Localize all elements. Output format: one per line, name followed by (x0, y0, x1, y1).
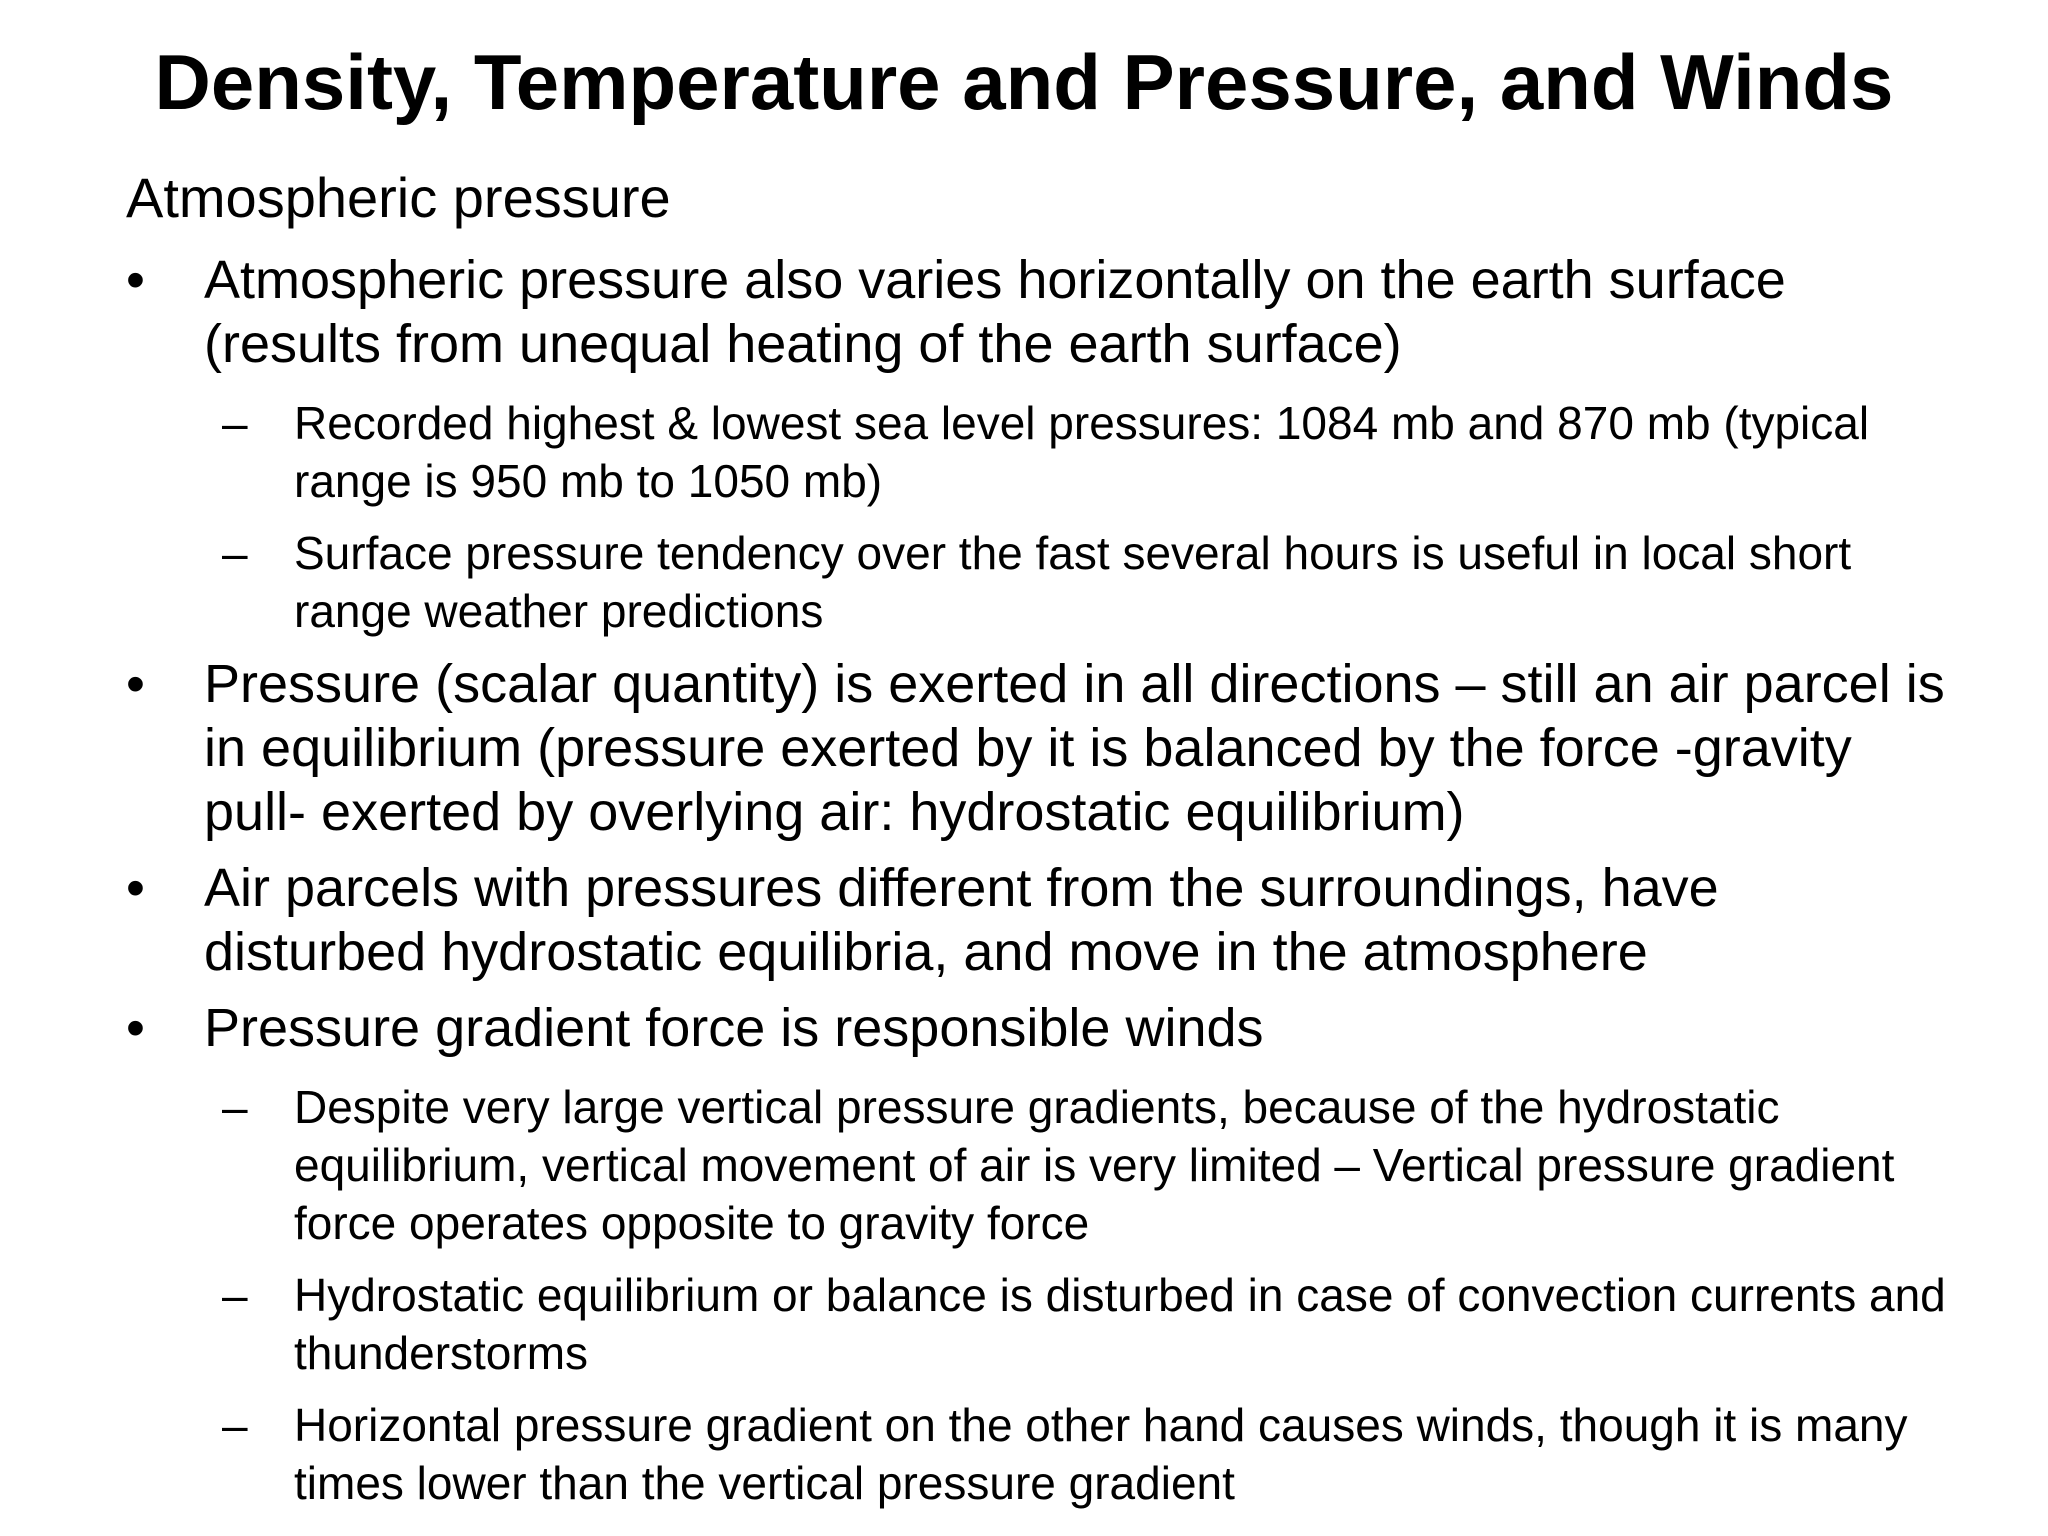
sub-bullet-text: Hydrostatic equilibrium or balance is disturbed in case of convection currents and thunderstorms (294, 1269, 1946, 1379)
dash-marker: – (222, 527, 248, 579)
sub-bullet-text: Surface pressure tendency over the fast several hours is useful in local short range weather predictions (294, 527, 1852, 637)
bullet-item (126, 248, 1946, 376)
sub-bullet-item (126, 1266, 1946, 1382)
bullet-marker: • (126, 654, 145, 714)
dash-marker: – (222, 397, 248, 449)
dash-marker: – (222, 1269, 248, 1321)
dash-marker: – (222, 1399, 248, 1451)
bullet-marker: • (126, 998, 145, 1058)
slide-title: Density, Temperature and Pressure, and Winds (154, 38, 1894, 126)
bullet-text: Atmospheric pressure also varies horizontally on the earth surface (results from unequal heating of the earth surface) (204, 250, 1786, 374)
section-subheading: Atmospheric pressure (126, 166, 671, 229)
sub-bullet-item (126, 524, 1946, 640)
dash-marker: – (222, 1081, 248, 1133)
sub-bullet-item (126, 1078, 1946, 1252)
bullet-item (126, 996, 1946, 1060)
bullet-text: Air parcels with pressures different from the surroundings, have disturbed hydrostatic equilibria, and move in the atmosphere (204, 858, 1719, 982)
sub-bullet-item (126, 1396, 1946, 1512)
bullet-marker: • (126, 858, 145, 918)
bullet-item (126, 856, 1946, 984)
bullet-item (126, 652, 1946, 844)
bullet-text: Pressure (scalar quantity) is exerted in all directions – still an air parcel is in equilibrium (pressure exerted by it is balanced by the force -gravity pull- exerted by overlying air: hydrostatic equilibrium) (204, 654, 1945, 842)
sub-bullet-item (126, 394, 1946, 510)
sub-bullet-text: Recorded highest & lowest sea level pressures: 1084 mb and 870 mb (typical range is 950 mb to 1050 mb) (294, 397, 1870, 507)
sub-bullet-text: Horizontal pressure gradient on the other hand causes winds, though it is many times lower than the vertical pressure gradient (294, 1399, 1908, 1509)
bullet-marker: • (126, 250, 145, 310)
sub-bullet-text: Despite very large vertical pressure gradients, because of the hydrostatic equilibrium, vertical movement of air is very limited – Vertical pressure gradient force operates opposite to gravity force (294, 1081, 1895, 1249)
slide-body (126, 160, 1946, 1512)
bullet-text: Pressure gradient force is responsible winds (204, 998, 1264, 1058)
